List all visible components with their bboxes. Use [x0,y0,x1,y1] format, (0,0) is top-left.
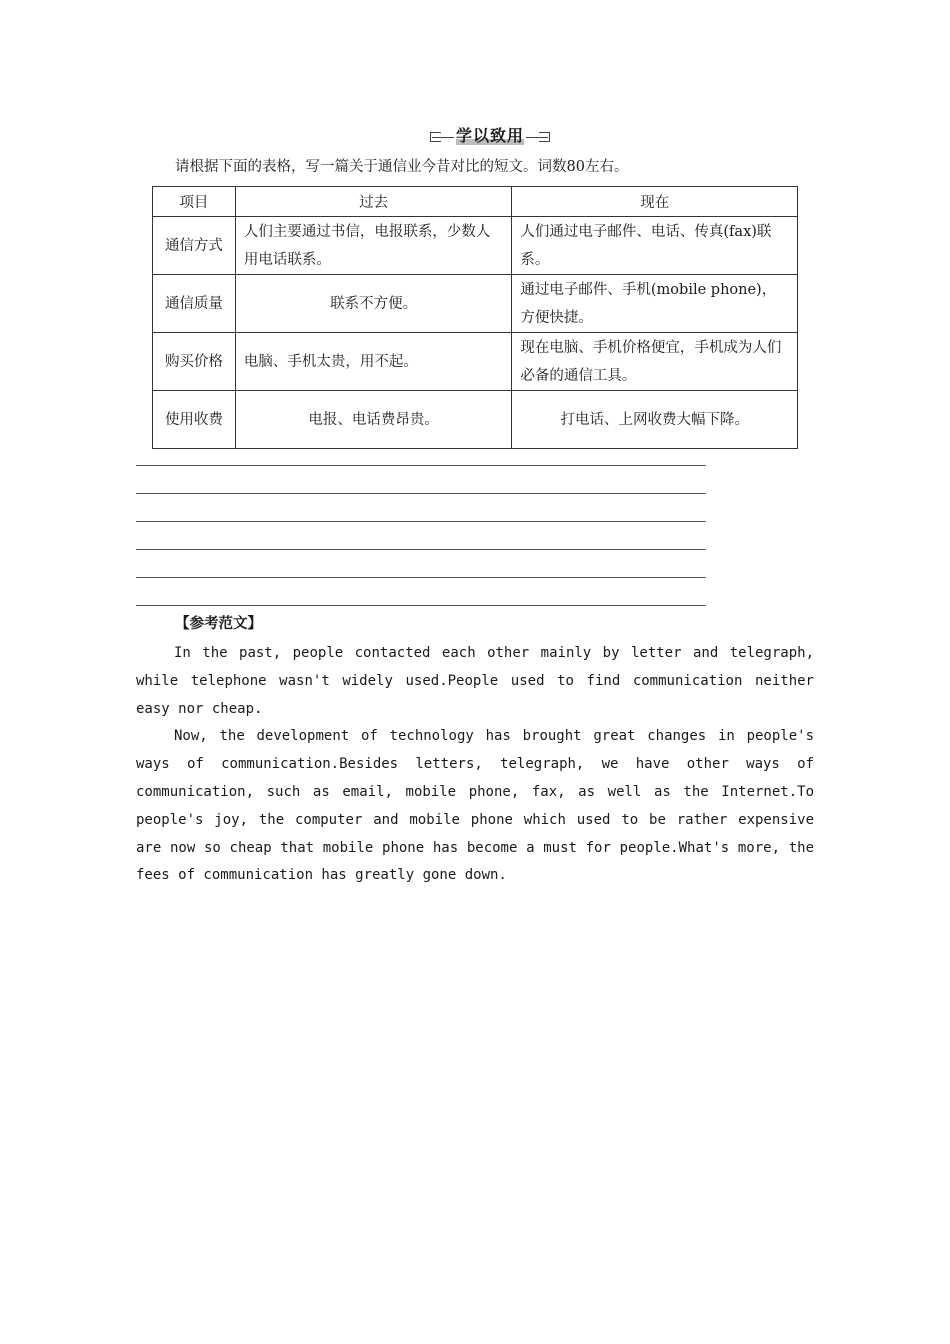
header-item: 项目 [153,187,236,217]
reference-essay [136,640,814,890]
section-heading [420,126,560,148]
row-now-cell: 通过电子邮件、手机(mobile phone)，方便快捷。 [512,275,798,333]
row-past-cell: 电脑、手机太贵，用不起。 [235,333,512,391]
row-past-cell: 联系不方便。 [235,275,512,333]
row-item-label: 购买价格 [153,333,236,391]
answer-line [136,577,706,578]
header-past: 过去 [235,187,512,217]
heading-title: 学以致用 [455,126,524,145]
row-now-cell: 现在电脑、手机价格便宜，手机成为人们必备的通信工具。 [512,333,798,391]
table-row [153,333,798,391]
answer-line [136,549,706,550]
essay-paragraph: In the past, people contacted each other mainly by letter and telegraph, while telephone wasn't widely used.People used to find communication neither easy nor cheap. [136,645,814,717]
table-row [153,275,798,333]
answer-lines [136,465,706,633]
table-row [153,217,798,275]
essay-paragraph: Now, the development of technology has brought great changes in people's ways of communication.Besides letters, telegraph, we have other ways of communication, such as email, mobile phone, fax, as well as the Internet.To people's joy, the computer and mobile phone which used to be rather expensive are now so cheap that mobile phone has become a must for people.What's more, the fees of communication has greatly gone down. [136,728,814,884]
row-now-cell: 打电话、上网收费大幅下降。 [512,391,798,449]
table-header-row [153,187,798,217]
answer-line [136,521,706,522]
row-past-cell: 人们主要通过书信，电报联系，少数人用电话联系。 [235,217,512,275]
answer-line [136,493,706,494]
row-now-cell: 人们通过电子邮件、电话、传真(fax)联系。 [512,217,798,275]
comparison-table [152,186,798,449]
row-item-label: 通信质量 [153,275,236,333]
answer-line [136,605,706,606]
answer-line [136,465,706,466]
table-row [153,391,798,449]
row-past-cell: 电报、电话费昂贵。 [235,391,512,449]
header-now: 现在 [512,187,798,217]
row-item-label: 使用收费 [153,391,236,449]
row-item-label: 通信方式 [153,217,236,275]
reference-title: 【参考范文】 [175,615,262,632]
task-instructions: 请根据下面的表格，写一篇关于通信业今昔对比的短文。词数80左右。 [175,159,629,175]
